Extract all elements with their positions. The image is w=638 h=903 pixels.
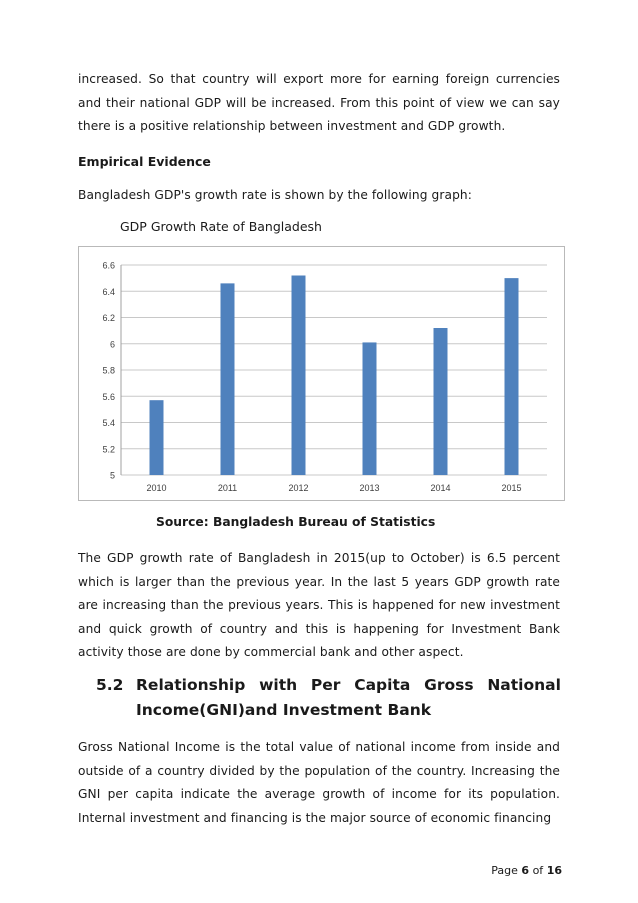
y-tick-label: 6.4 (102, 286, 115, 297)
section-title-word: Gross (424, 676, 474, 694)
empirical-evidence-heading: Empirical Evidence (78, 154, 211, 169)
bar-2015 (505, 278, 519, 475)
bar-2012 (292, 276, 306, 476)
section-title-word: National (487, 676, 561, 694)
bar-2014 (434, 328, 448, 475)
y-tick-label: 5.2 (102, 444, 115, 455)
section-title-word: Per (310, 676, 341, 694)
y-tick-label: 6 (109, 339, 115, 350)
x-tick-label: 2015 (501, 483, 522, 493)
x-tick-label: 2014 (430, 483, 451, 493)
page-footer (470, 864, 562, 877)
page-label: Page (491, 864, 518, 877)
bar-2011 (221, 283, 235, 475)
section-title-word: with (259, 676, 298, 694)
section-number: 5.2 (96, 676, 124, 694)
section-title-line1 (136, 676, 561, 694)
graph-intro-text: Bangladesh GDP's growth rate is shown by the following graph: (78, 188, 472, 202)
y-tick-label: 5 (109, 470, 115, 481)
y-tick-label: 6.6 (102, 260, 115, 271)
section-title-word: Capita (354, 676, 411, 694)
y-tick-label: 5.8 (102, 365, 115, 376)
x-tick-label: 2013 (359, 483, 380, 493)
page-total: 16 (546, 864, 562, 877)
gdp-chart (78, 246, 565, 501)
gdp-chart-svg (79, 247, 566, 502)
x-tick-label: 2012 (288, 483, 309, 493)
gni-paragraph: Gross National Income is the total value of national income from inside and outside of a country divided by the population of the country. Increasing the GNI per capita indicate the average growth of income for its population. Internal investment and financing is the major source of economic financing (78, 740, 560, 825)
bar-2013 (363, 342, 377, 475)
bar-2010 (150, 400, 164, 475)
x-tick-label: 2011 (217, 483, 238, 493)
chart-title: GDP Growth Rate of Bangladesh (120, 219, 322, 234)
page-current: 6 (521, 864, 530, 877)
section-title-word: Relationship (136, 676, 246, 694)
y-tick-label: 6.2 (102, 313, 115, 323)
source-line: Source: Bangladesh Bureau of Statistics (156, 515, 436, 529)
gdp-paragraph: The GDP growth rate of Bangladesh in 2015(up to October) is 6.5 percent which is larger than the previous year. In the last 5 years GDP growth rate are increasing than the previous years. This is happened for new investment and quick growth of country and this is happening for Investment Bank activity those are done by commercial bank and other aspect. (78, 551, 560, 659)
y-tick-label: 5.6 (102, 391, 115, 402)
section-title-line2: Income(GNI)and Investment Bank (136, 701, 432, 719)
y-tick-label: 5.4 (102, 418, 115, 428)
intro-paragraph: increased. So that country will export more for earning foreign currencies and their national GDP will be increased. From this point of view we can say there is a positive relationship between investment and GDP growth. (78, 72, 560, 133)
x-tick-label: 2010 (146, 483, 167, 493)
of-label: of (532, 864, 544, 877)
